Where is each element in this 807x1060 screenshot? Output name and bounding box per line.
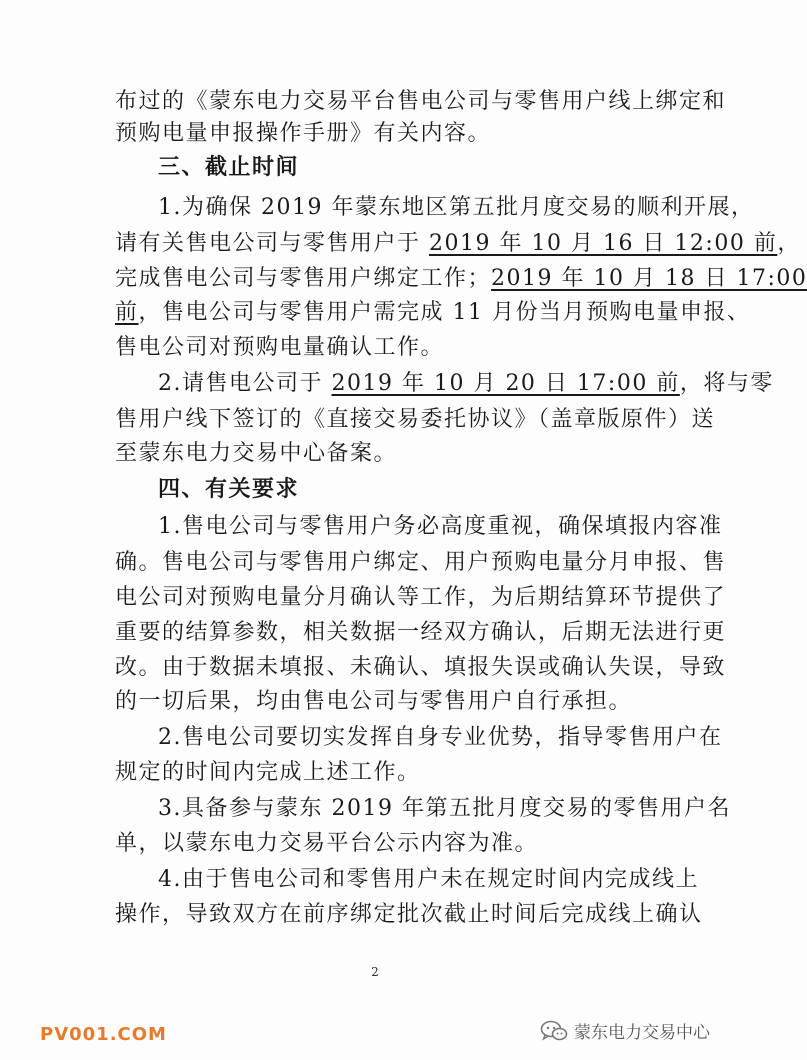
deadline-date: 前	[115, 300, 139, 325]
wechat-icon	[540, 1020, 568, 1042]
watermark-right-label: 蒙东电力交易中心	[574, 1023, 710, 1043]
deadline-date: 2019 年 10 月 20 日 17:00 前	[331, 371, 680, 396]
body-line: 重要的结算参数，相关数据一经双方确认，后期无法进行更	[115, 620, 727, 645]
body-line: 操作，导致双方在前序绑定批次截止时间后完成线上确认	[115, 902, 703, 927]
watermark-left: PV001.COM	[40, 1024, 167, 1045]
body-line: 的一切后果，均由售电公司与零售用户自行承担。	[115, 689, 633, 714]
body-line: 3.具备参与蒙东 2019 年第五批月度交易的零售用户名	[158, 796, 731, 821]
body-line: 请有关售电公司与零售用户于 2019 年 10 月 16 日 12:00 前，	[115, 231, 801, 256]
section-heading: 三、截止时间	[158, 155, 300, 180]
body-line: 售用户线下签订的《直接交易委托协议》（盖章版原件）送	[115, 407, 716, 432]
deadline-date: 2019 年 10 月 18 日 17:00	[491, 266, 807, 291]
body-line: 确。售电公司与零售用户绑定、用户预购电量分月申报、售	[115, 550, 727, 575]
deadline-date: 2019 年 10 月 16 日 12:00 前	[429, 231, 778, 256]
body-line: 规定的时间内完成上述工作。	[115, 760, 421, 785]
body-line: 布过的《蒙东电力交易平台售电公司与零售用户线上绑定和	[115, 89, 727, 114]
body-line: 电公司对预购电量分月确认等工作，为后期结算环节提供了	[115, 585, 727, 610]
body-line: 完成售电公司与零售用户绑定工作；2019 年 10 月 18 日 17:00	[115, 266, 807, 291]
body-line: 前，售电公司与零售用户需完成 11 月份当月预购电量申报、	[115, 300, 751, 325]
body-line: 4.由于售电公司和零售用户未在规定时间内完成线上	[158, 867, 699, 892]
section-heading: 四、有关要求	[158, 477, 300, 502]
body-line: 改。由于数据未填报、未确认、填报失误或确认失误，导致	[115, 655, 727, 680]
body-line: 1.售电公司与零售用户务必高度重视，确保填报内容准	[158, 514, 723, 539]
body-line: 1.为确保 2019 年蒙东地区第五批月度交易的顺利开展，	[158, 195, 755, 220]
body-line: 预购电量申报操作手册》有关内容。	[115, 121, 492, 146]
watermark-right	[540, 1018, 710, 1043]
body-line: 单，以蒙东电力交易平台公示内容为准。	[115, 831, 539, 856]
body-line: 2.售电公司要切实发挥自身专业优势，指导零售用户在	[158, 725, 723, 750]
body-line: 售电公司对预购电量确认工作。	[115, 335, 445, 360]
page-number: 2	[371, 965, 379, 979]
body-line: 2.请售电公司于 2019 年 10 月 20 日 17:00 前，将与零	[158, 371, 774, 396]
body-line: 至蒙东电力交易中心备案。	[115, 441, 398, 466]
